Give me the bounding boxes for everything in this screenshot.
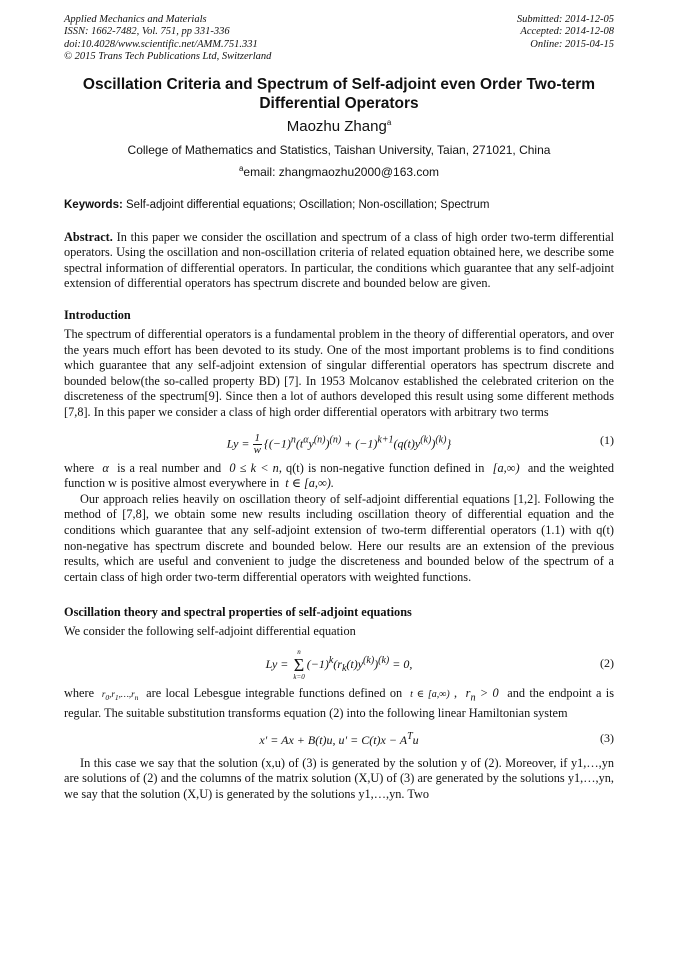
author-sup: a	[386, 117, 392, 127]
where-text: where	[64, 460, 95, 475]
paper-title: Oscillation Criteria and Spectrum of Self-adjoint even Order Two-term Differential Operators	[82, 75, 596, 112]
where-text: and the weighted function w is positive almost everywhere in	[64, 460, 614, 491]
intro-heading: Introduction	[64, 308, 131, 322]
journal-issn: ISSN: 1662-7482, Vol. 751, pp 331-336	[64, 26, 230, 38]
equation-2-number: (2)	[600, 655, 614, 670]
author	[64, 118, 614, 135]
equation-3	[64, 726, 614, 752]
intro-paragraph-2: Our approach relies heavily on oscillation theory of self-adjoint differential equations [1,2]. Following the method of [7,8], we obtain some new results including oscillation theory of differential equation and the conditions which guarantee that any self-adjoint extension of two-term differential operators (1.1) with q(t) non-negative has spectrum discrete and bounded below. Here our results are an extension of the previous results, which are useful and convenient to judge the discreteness and bounded below of the spectrum of a certain class of high order two-term differential operators with weighted functions.	[64, 491, 614, 584]
equation-2	[64, 644, 614, 682]
journal-info	[64, 14, 271, 64]
keywords-label: Keywords:	[64, 198, 123, 211]
equation-1-body: Ly = $\frac{1}{w}$ $\{(-1)^n(t^\alpha y^{(n)})^{(n)} + (-1)^{k+1}(q(t)y^{(k)})^{(k)}\}$	[226, 431, 452, 456]
section2-paragraph-1: We consider the following self-adjoint differential equation	[64, 624, 356, 639]
where-text: and the endpoint a is regular. The suitable substitution transforms equation (2) into the following linear Hamiltonian system	[64, 685, 614, 720]
submission-dates	[517, 14, 614, 64]
online-date: Online: 2015-04-15	[530, 38, 614, 50]
affiliation: College of Mathematics and Statistics, Taishan University, Taian, 271021, China	[127, 142, 551, 157]
journal-header	[64, 14, 614, 64]
where-text: is a real number and	[117, 460, 222, 475]
accepted-date: Accepted: 2014-12-08	[520, 26, 614, 38]
section2-heading: Oscillation theory and spectral properties of self-adjoint equations	[64, 605, 412, 620]
submitted-date: Submitted: 2014-12-05	[516, 14, 614, 25]
equation-2-body: Ly = n Σ $k=0(-1)^k(r_k(t)y^{(k)})^{(k)} = 0$,	[265, 647, 413, 681]
where-text: where	[64, 685, 95, 700]
abstract-text: In this paper we consider the oscillation and spectrum of a class of high order two-term differential operators. Using the oscillation and non-oscillation criteria of related equation obtained here, we describe some spectral information of differential operators. In particular, the conditions which guarantee that any self-adjoint extension of differential operators has spectrum discrete and bounded below are given.	[64, 229, 614, 291]
keywords	[64, 199, 614, 211]
author-name: Maozhu Zhang	[286, 117, 387, 135]
where-text: are local Lebesgue integrable functions defined on	[146, 685, 403, 700]
journal-copyright: © 2015 Trans Tech Publications Ltd, Switzerland	[64, 51, 272, 63]
intro-where-paragraph: where α is a real number and 0 ≤ k < n, q(t) is non-negative function defined in [a,∞) and the weighted function w is positive almost everywhere in t ∈ [a,∞).	[64, 460, 614, 491]
equation-1	[64, 425, 614, 457]
keywords-text: Self-adjoint differential equations; Oscillation; Non-oscillation; Spectrum	[126, 198, 490, 211]
section2-paragraph-2: In this case we say that the solution (x,u) of (3) is generated by the solution y of (2). Moreover, if y1,…,yn are solutions of (2) and the columns of the matrix solution (X,U) of (3) are generated by the solutions y1,…,yn, we say that the solution (X,U) is generated by the solutions y1,…,yn. Two	[64, 755, 614, 801]
journal-name: Applied Mechanics and Materials	[64, 14, 207, 25]
abstract	[64, 230, 614, 292]
email-sup: a	[238, 163, 244, 173]
equation-3-body: x' = Ax + B(t)u, $u' = C(t)x - A^Tu$	[259, 730, 419, 747]
paper-page	[64, 14, 614, 802]
equation-1-number: (1)	[600, 432, 614, 447]
journal-doi: doi:10.4028/www.scientific.net/AMM.751.331	[64, 38, 258, 50]
section2-where-paragraph: where $r_0,r_1,\dots,r_n$ are local Lebesgue integrable functions defined on t ∈ [a,∞) , $r_n > 0$ and the endpoint a is regular. The suitable substitution transforms equation (2) into the following linear Hamiltonian system	[64, 685, 614, 720]
abstract-label: Abstract.	[64, 229, 113, 244]
email	[64, 164, 614, 179]
email-text: email: zhangmaozhu2000@163.com	[243, 164, 440, 179]
equation-3-number: (3)	[600, 730, 614, 745]
intro-paragraph-1: The spectrum of differential operators is a fundamental problem in the theory of differential operators, and over the years much effort has been devoted to its study. One of the most important problems is to find conditions which guarantee that any self-adjoint extension of singular differential operators has spectrum discrete and bounded below(the so-called property BD) [7]. In 1953 Molcanov established the celebrated criterion on the discreteness of the spectrum[9]. Since then a lot of authors developed this result using some different methods [7,8]. In this paper we consider a class of high order differential operators with arbitrary two terms	[64, 327, 614, 419]
where-text: , q(t) is non-negative function defined in	[278, 460, 485, 475]
